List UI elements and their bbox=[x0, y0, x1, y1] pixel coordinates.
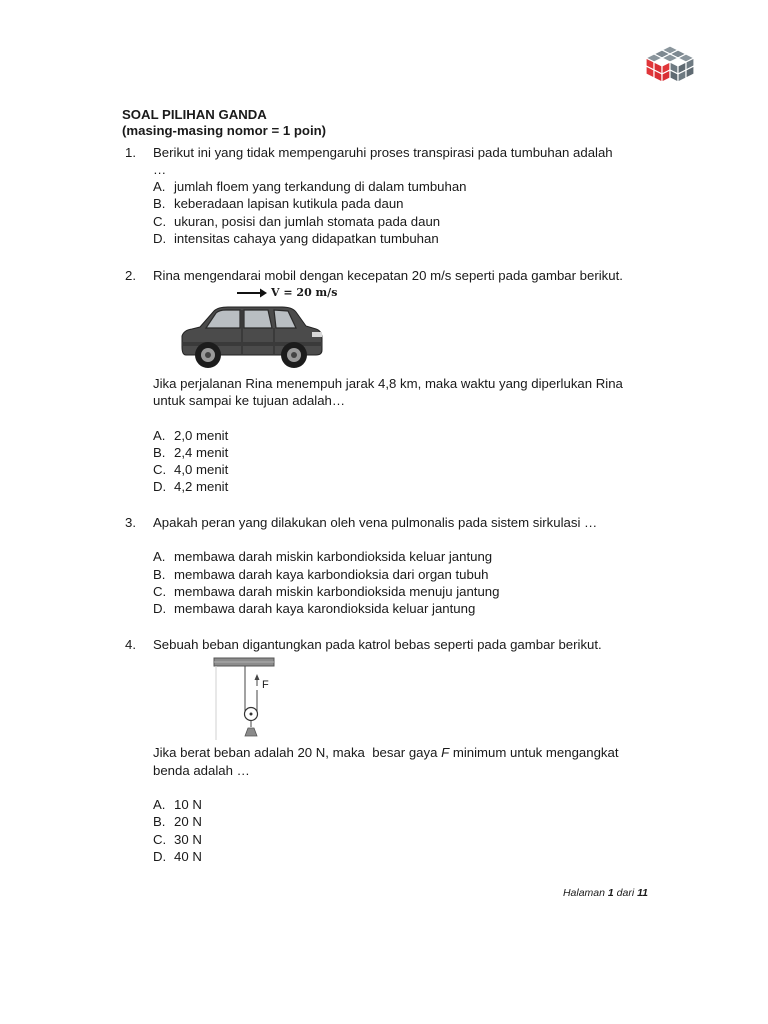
option-letter: B. bbox=[153, 567, 166, 582]
page-footer bbox=[563, 887, 648, 899]
footer-page-number: 1 bbox=[607, 887, 614, 899]
option-letter: B. bbox=[153, 196, 166, 211]
option-letter: A. bbox=[153, 549, 166, 564]
footer-total-pages: 11 bbox=[637, 887, 648, 899]
option-item bbox=[153, 178, 467, 195]
question-text: Berikut ini yang tidak mempengaruhi proses transpirasi pada tumbuhan adalah bbox=[153, 145, 613, 160]
question-text-cont: Jika perjalanan Rina menempuh jarak 4,8 km, maka waktu yang diperlukan Rina bbox=[153, 376, 623, 391]
question-number: 1. bbox=[125, 145, 136, 160]
option-text: membawa darah kaya karondioksida keluar jantung bbox=[174, 601, 476, 616]
question-number: 2. bbox=[125, 268, 136, 283]
option-item bbox=[153, 566, 489, 583]
option-item bbox=[153, 548, 492, 565]
option-text: 30 N bbox=[174, 832, 202, 847]
option-letter: C. bbox=[153, 214, 167, 229]
footer-prefix: Halaman bbox=[562, 887, 608, 899]
force-label: F bbox=[262, 679, 269, 691]
question-text-cont: untuk sampai ke tujuan adalah… bbox=[153, 393, 346, 408]
option-text: 40 N bbox=[174, 849, 202, 864]
option-text: 4,0 menit bbox=[174, 462, 229, 477]
footer-middle: dari bbox=[613, 887, 638, 899]
question-text: Apakah peran yang dilakukan oleh vena pulmonalis pada sistem sirkulasi … bbox=[153, 515, 598, 530]
velocity-arrow-icon bbox=[236, 287, 268, 299]
question-number: 3. bbox=[125, 515, 136, 530]
option-text: intensitas cahaya yang didapatkan tumbuhan bbox=[174, 231, 439, 246]
car-icon bbox=[178, 302, 324, 372]
option-letter: A. bbox=[153, 428, 166, 443]
option-item bbox=[153, 600, 475, 617]
option-item bbox=[153, 213, 440, 230]
question-text-cont: benda adalah … bbox=[153, 763, 250, 778]
velocity-label: V = 20 m/s bbox=[271, 286, 338, 299]
option-letter: D. bbox=[153, 479, 167, 494]
question-text-part: Jika berat beban adalah 20 N, maka besar gaya bbox=[153, 745, 442, 760]
option-text: ukuran, posisi dan jumlah stomata pada daun bbox=[174, 214, 441, 229]
option-letter: C. bbox=[153, 462, 167, 477]
option-text: membawa darah kaya karbondioksia dari organ tubuh bbox=[174, 567, 489, 582]
option-letter: A. bbox=[153, 179, 166, 194]
option-letter: C. bbox=[153, 584, 167, 599]
option-item bbox=[153, 427, 228, 444]
question-number: 4. bbox=[125, 637, 136, 652]
question-text-cont: … bbox=[153, 162, 167, 177]
question-text-cont bbox=[153, 744, 619, 761]
section-subtitle: (masing-masing nomor = 1 poin) bbox=[122, 123, 327, 138]
option-item bbox=[153, 461, 228, 478]
option-letter: B. bbox=[153, 814, 166, 829]
option-letter: A. bbox=[153, 797, 166, 812]
pulley-diagram bbox=[210, 656, 300, 740]
option-item bbox=[153, 848, 202, 865]
option-letter: C. bbox=[153, 832, 167, 847]
option-letter: B. bbox=[153, 445, 166, 460]
option-item bbox=[153, 813, 202, 830]
option-item bbox=[153, 583, 499, 600]
option-letter: D. bbox=[153, 849, 167, 864]
option-item bbox=[153, 478, 228, 495]
option-text: 2,0 menit bbox=[174, 428, 229, 443]
option-text: 10 N bbox=[174, 797, 202, 812]
question-text: Rina mengendarai mobil dengan kecepatan 20 m/s seperti pada gambar berikut. bbox=[153, 268, 623, 283]
option-item bbox=[153, 444, 228, 461]
option-text: keberadaan lapisan kutikula pada daun bbox=[174, 196, 404, 211]
option-letter: D. bbox=[153, 231, 167, 246]
option-item bbox=[153, 195, 404, 212]
option-letter: D. bbox=[153, 601, 167, 616]
option-item bbox=[153, 230, 439, 247]
option-text: membawa darah miskin karbondioksida menuju jantung bbox=[174, 584, 500, 599]
section-title: SOAL PILIHAN GANDA bbox=[122, 107, 267, 122]
cube-logo-icon bbox=[645, 44, 695, 88]
question-text-italic: F bbox=[441, 745, 450, 760]
question-text: Sebuah beban digantungkan pada katrol bebas seperti pada gambar berikut. bbox=[153, 637, 602, 652]
option-text: 20 N bbox=[174, 814, 202, 829]
option-text: 2,4 menit bbox=[174, 445, 229, 460]
option-text: membawa darah miskin karbondioksida keluar jantung bbox=[174, 549, 493, 564]
option-text: jumlah floem yang terkandung di dalam tumbuhan bbox=[174, 179, 467, 194]
option-item bbox=[153, 796, 202, 813]
option-text: 4,2 menit bbox=[174, 479, 229, 494]
question-text-part: minimum untuk mengangkat bbox=[449, 745, 619, 760]
option-item bbox=[153, 831, 202, 848]
